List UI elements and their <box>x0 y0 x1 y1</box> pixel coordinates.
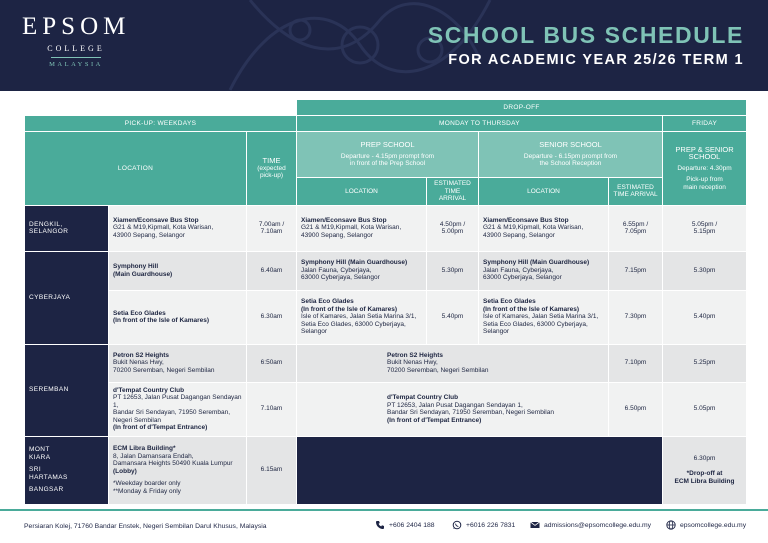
prep-eta-header: ESTIMATED TIME ARRIVAL <box>427 178 479 206</box>
page-subtitle: FOR ACADEMIC YEAR 25/26 TERM 1 <box>448 52 744 68</box>
stop-address: Isle of Kamares, Jalan Setia Marina 3/1, Setia Eco Glades, 63000 Cyberjaya, Selangor <box>483 313 599 336</box>
pickup-weekdays-header: PICK-UP: WEEKDAYS <box>25 116 297 132</box>
logo-divider <box>51 57 101 58</box>
pickup-stop <box>109 205 247 251</box>
footer-address: Persiaran Kolej, 71760 Bandar Enstek, Negeri Sembilan Darul Khusus, Malaysia <box>24 523 267 530</box>
footer-divider <box>0 509 768 511</box>
time-note: (expected pick-up) <box>257 164 286 179</box>
friday-note: *Drop-off at ECM Libra Building <box>674 470 735 485</box>
email-address: admissions@epsomcollege.edu.my <box>544 521 652 529</box>
prep-stop <box>297 251 427 290</box>
stop-name: Petron S2 Heights <box>113 351 169 359</box>
stop-name: Setia Eco Glades (In front of the Isle of Kamares) <box>483 298 580 313</box>
logo-country: MALAYSIA <box>49 61 103 68</box>
stop-address: G21 & M19,Kipmall, Kota Warisan, 43900 Sepang, Selangor <box>301 224 402 239</box>
senior-eta: 6.50pm <box>609 382 663 436</box>
bus-schedule-table <box>24 99 747 505</box>
header-row-dropoff <box>25 100 747 116</box>
senior-location-header: LOCATION <box>479 178 609 206</box>
stop-note: (In front of d'Tempat Entrance) <box>387 416 482 424</box>
friday-time: 5.40pm <box>663 290 747 344</box>
stop-name: Symphony Hill (Main Guardhouse) <box>301 259 408 267</box>
region-mont-kiara <box>25 436 109 504</box>
prep-school-header <box>297 132 479 178</box>
senior-school-header <box>479 132 663 178</box>
senior-stop <box>479 205 609 251</box>
pickup-time: 7.00am / 7.10am <box>247 205 297 251</box>
pickup-time: 6.15am <box>247 436 297 504</box>
dropoff-header: DROP-OFF <box>297 100 747 116</box>
stop-name: d'Tempat Country Club <box>387 394 459 401</box>
friday-time: 5.05pm <box>663 382 747 436</box>
friday-time: 5.30pm <box>663 251 747 290</box>
table-row <box>25 436 747 504</box>
table-row <box>25 344 747 382</box>
mon-thu-header: MONDAY TO THURSDAY <box>297 116 663 132</box>
dropoff-stop <box>297 382 609 436</box>
senior-eta: 6.55pm / 7.05pm <box>609 205 663 251</box>
pickup-time: 6.30am <box>247 290 297 344</box>
pickup-stop <box>109 251 247 290</box>
stop-name: Symphony Hill (Main Guardhouse) <box>483 259 590 267</box>
friday-time: 6.30pm <box>693 454 716 462</box>
region-cyberjaya: CYBERJAYA <box>25 251 109 344</box>
logo-sub: COLLEGE <box>47 44 105 53</box>
phone-icon <box>375 520 385 530</box>
stop-address: 8, Jalan Damansara Endah, Damansara Heights 50490 Kuala Lumpur <box>113 452 233 467</box>
pickup-stop <box>109 344 247 382</box>
stop-address: G21 & M19,Kipmall, Kota Warisan, 43900 Sepang, Selangor <box>483 224 584 239</box>
stop-note: (In front of d'Tempat Entrance) <box>113 424 208 431</box>
region-seremban: SEREMBAN <box>25 344 109 436</box>
friday-pickup-note: Pick-up from main reception <box>683 176 726 191</box>
dropoff-stop <box>297 344 609 382</box>
logo-name: EPSOM <box>22 13 131 40</box>
blank-corner <box>25 100 297 116</box>
footer-phone[interactable] <box>375 520 435 530</box>
email-icon <box>530 520 540 530</box>
senior-stop <box>479 251 609 290</box>
prep-school-title: PREP SCHOOL <box>360 140 415 150</box>
stop-address: PT 12653, Jalan Pusat Dagangan Sendayan 1, Bandar Sri Sendayan, 71950 Seremban, Negeri Sembilan <box>387 401 554 416</box>
stop-address: Jalan Fauna, Cyberjaya, 63000 Cyberjaya, Selangor <box>483 266 562 282</box>
table-row <box>25 205 747 251</box>
stop-address: Bukit Nenas Hwy, 70200 Seremban, Negeri Sembilan <box>387 359 489 374</box>
stop-address: Jalan Fauna, Cyberjaya, 63000 Cyberjaya, Selangor <box>301 266 380 282</box>
phone-number: +606 2404 188 <box>389 521 435 529</box>
stop-name: Xiamen/Econsave Bus Stop <box>113 216 199 224</box>
stop-name: ECM Libra Building* <box>113 445 176 452</box>
prep-eta: 4.50pm / 5.00pm <box>427 205 479 251</box>
globe-icon <box>666 520 676 530</box>
senior-departure: Departure - 6.15pm prompt from the School Reception <box>523 152 618 168</box>
header-row-schools <box>25 132 747 178</box>
friday-departure: Departure: 4.30pm <box>677 164 732 172</box>
table-row <box>25 251 747 290</box>
stop-name: Xiamen/Econsave Bus Stop <box>301 216 387 224</box>
stop-name: d'Tempat Country Club <box>113 386 185 394</box>
friday-dropoff <box>663 436 747 504</box>
website-url: epsomcollege.edu.my <box>680 521 747 529</box>
senior-stop <box>479 290 609 344</box>
stop-address: PT 12653, Jalan Pusat Dagangan Sendayan 1, Bandar Sri Sendayan, 71950 Seremban, Negeri Sembilan <box>113 394 242 424</box>
table-row <box>25 290 747 344</box>
prep-stop <box>297 205 427 251</box>
stop-address: Isle of Kamares, Jalan Setia Marina 3/1, Setia Eco Glades, 63000 Cyberjaya, Selangor <box>301 313 417 336</box>
region-mont-kiara-label: MONT KIARA <box>29 446 51 461</box>
region-bangsar-label: BANGSAR <box>29 486 64 494</box>
stop-name: Setia Eco Glades (In front of the Isle of Kamares) <box>301 298 398 313</box>
stop-name: Petron S2 Heights <box>387 351 443 359</box>
stop-address: Bukit Nenas Hwy, 70200 Seremban, Negeri Sembilan <box>113 359 215 374</box>
title-block <box>428 22 744 69</box>
region-sri-hartamas-label: SRI HARTAMAS <box>29 466 68 481</box>
stop-address: G21 & M19,Kipmall, Kota Warisan, 43900 Sepang, Selangor <box>113 224 214 239</box>
senior-eta: 7.30pm <box>609 290 663 344</box>
pickup-time: 6.40am <box>247 251 297 290</box>
pickup-time: 7.10am <box>247 382 297 436</box>
prep-stop <box>297 290 427 344</box>
friday-header: FRIDAY <box>663 116 747 132</box>
table-row <box>25 382 747 436</box>
page-title: SCHOOL BUS SCHEDULE <box>427 22 744 48</box>
region-dengkil: DENGKIL, SELANGOR <box>25 205 109 251</box>
footer-website[interactable] <box>666 520 746 530</box>
time-header <box>247 132 297 206</box>
prep-departure: Departure - 4.15pm prompt from in front of the Prep School <box>340 152 435 168</box>
stop-name: Xiamen/Econsave Bus Stop <box>483 216 569 224</box>
location-header: LOCATION <box>25 132 247 206</box>
whatsapp-icon <box>452 520 462 530</box>
pickup-stop <box>109 436 247 504</box>
footer-email[interactable] <box>530 520 651 530</box>
friday-time: 5.05pm / 5.15pm <box>663 205 747 251</box>
pickup-time: 6:50am <box>247 344 297 382</box>
footer <box>0 509 768 543</box>
footer-whatsapp[interactable] <box>452 520 515 530</box>
prep-location-header: LOCATION <box>297 178 427 206</box>
senior-eta: 7.10pm <box>609 344 663 382</box>
pickup-stop <box>109 382 247 436</box>
epsom-logo[interactable] <box>22 14 130 69</box>
header-banner <box>0 0 768 91</box>
senior-eta-header: ESTIMATED TIME ARRIVAL <box>609 178 663 206</box>
friday-school-title: PREP & SENIOR SCHOOL <box>675 144 734 161</box>
senior-eta: 7.15pm <box>609 251 663 290</box>
pickup-stop <box>109 290 247 344</box>
no-service-block <box>297 436 663 504</box>
friday-time: 5.25pm <box>663 344 747 382</box>
header-row-days <box>25 116 747 132</box>
whatsapp-number: +6016 226 7831 <box>466 521 516 529</box>
friday-school-header <box>663 132 747 206</box>
stop-note: (Lobby) <box>113 467 137 475</box>
prep-eta: 5.40pm <box>427 290 479 344</box>
prep-eta: 5.30pm <box>427 251 479 290</box>
stop-name: Setia Eco Glades (In front of the Isle of Kamares) <box>113 309 210 324</box>
senior-school-title: SENIOR SCHOOL <box>539 140 602 150</box>
stop-name: Symphony Hill (Main Guardhouse) <box>113 263 173 278</box>
time-label: TIME <box>262 156 281 165</box>
stop-footnote: *Weekday boarder only **Monday & Friday only <box>113 480 181 495</box>
